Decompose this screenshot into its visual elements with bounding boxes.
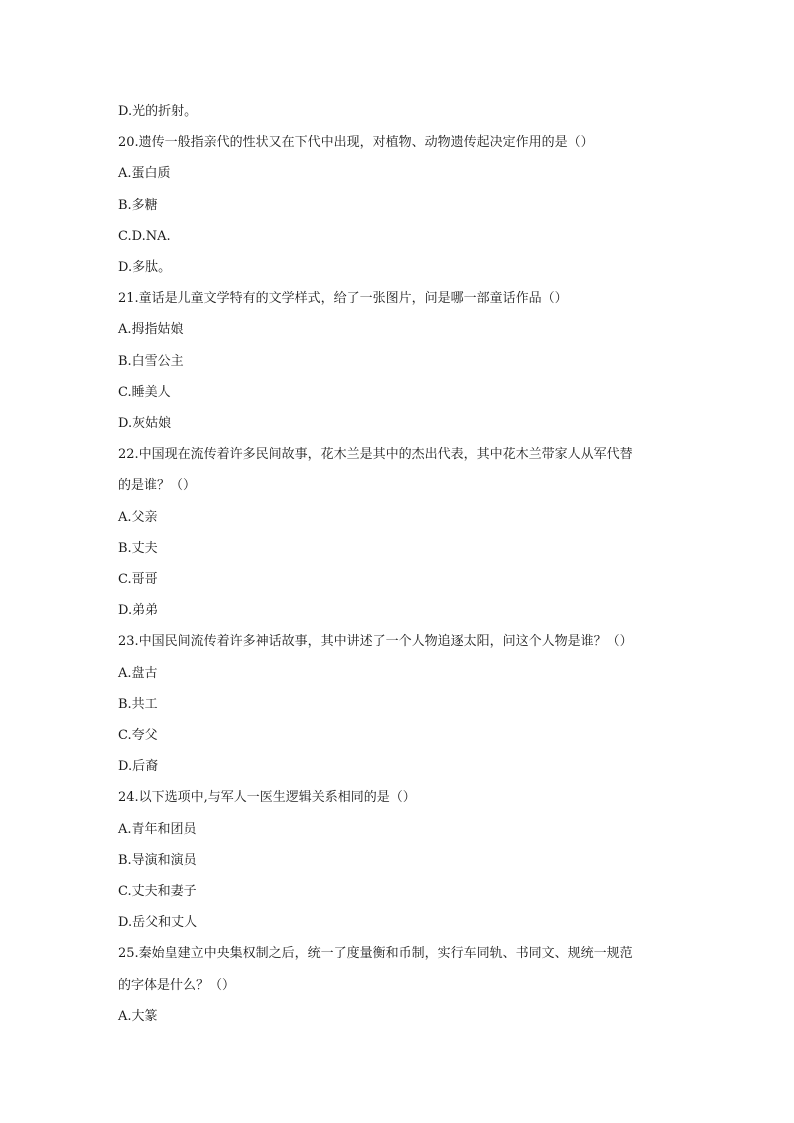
question-25-line-2: 的字体是什么？（） [118, 978, 236, 993]
option-21-c: C.睡美人 [118, 385, 171, 400]
question-22-line-2: 的是谁？（） [118, 478, 197, 493]
option-21-b: B.白雪公主 [118, 354, 184, 369]
option-25-a: A.大篆 [118, 1009, 158, 1024]
option-24-b: B.导演和演员 [118, 853, 197, 868]
option-19-d: D.光的折射。 [118, 104, 198, 119]
option-20-b: B.多糖 [118, 198, 158, 213]
option-22-d: D.弟弟 [118, 603, 159, 618]
option-20-d: D.多肽。 [118, 260, 172, 275]
question-22-line-1: 22.中国现在流传着许多民间故事，花木兰是其中的杰出代表，其中花木兰带家人从军代替 [118, 447, 633, 462]
option-23-d: D.后裔 [118, 759, 159, 774]
question-24: 24.以下选项中,与军人一医生逻辑关系相同的是（） [118, 790, 416, 805]
option-21-d: D.灰姑娘 [118, 416, 172, 431]
option-22-b: B.丈夫 [118, 541, 158, 556]
option-24-c: C.丈夫和妻子 [118, 884, 197, 899]
option-20-a: A.蛋白质 [118, 166, 171, 181]
option-21-a: A.拇指姑娘 [118, 322, 184, 337]
question-23: 23.中国民间流传着许多神话故事，其中讲述了一个人物追逐太阳，问这个人物是谁？（） [118, 634, 633, 649]
option-20-c: C.D.NA. [118, 229, 171, 244]
question-25-line-1: 25.秦始皇建立中央集权制之后，统一了度量衡和币制，实行车同轨、书同文、规统一规范 [118, 946, 633, 961]
option-24-a: A.青年和团员 [118, 822, 197, 837]
option-22-c: C.哥哥 [118, 572, 158, 587]
question-20: 20.遗传一般指亲代的性状又在下代中出现，对植物、动物遗传起决定作用的是（） [118, 135, 594, 150]
option-24-d: D.岳父和丈人 [118, 915, 198, 930]
option-23-a: A.盘古 [118, 666, 158, 681]
option-22-a: A.父亲 [118, 510, 158, 525]
option-23-b: B.共工 [118, 697, 158, 712]
question-21: 21.童话是儿童文学特有的文学样式，给了一张图片，问是哪一部童话作品（） [118, 291, 568, 306]
option-23-c: C.夸父 [118, 728, 158, 743]
